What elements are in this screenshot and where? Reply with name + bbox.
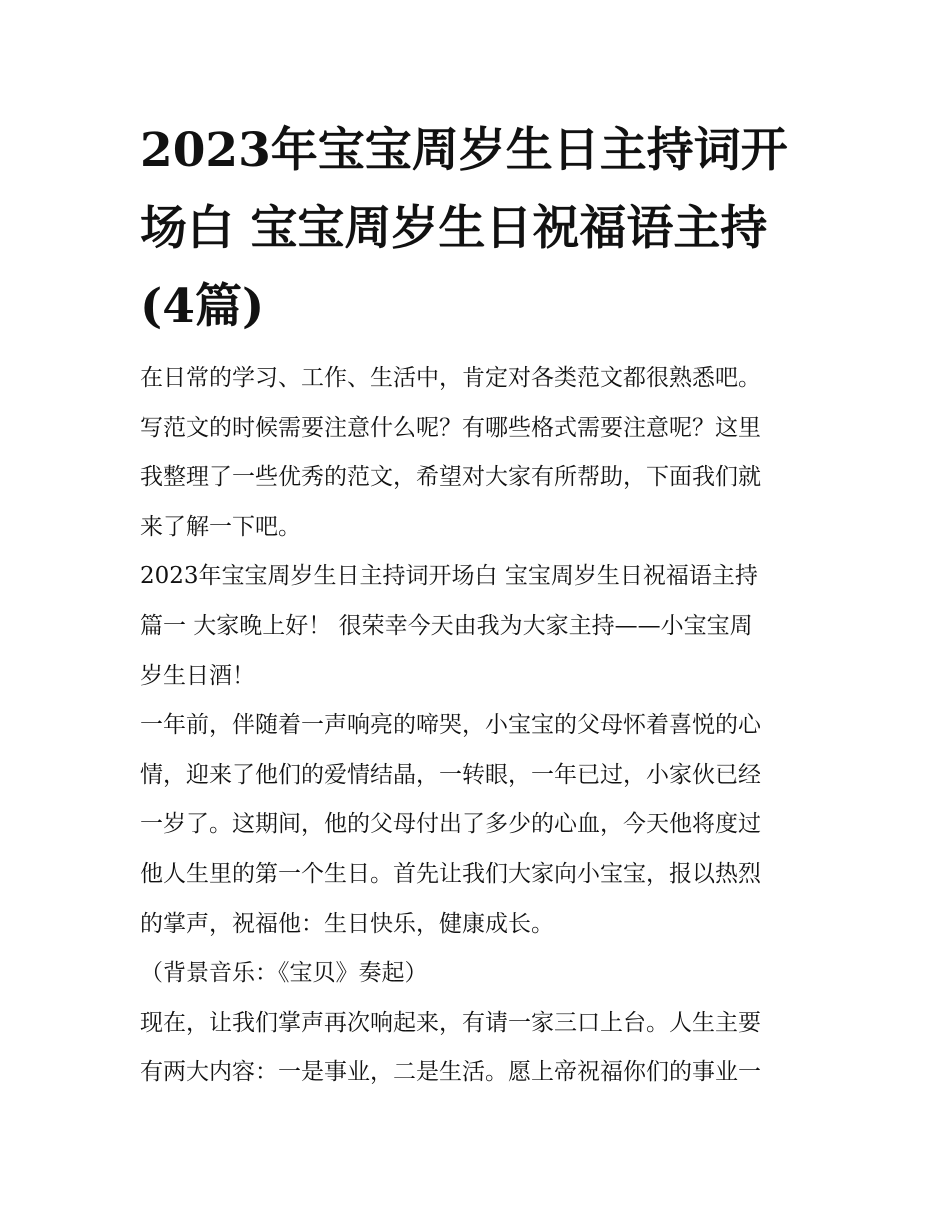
body-line: 2023年宝宝周岁生日主持词开场白 宝宝周岁生日祝福语主持 <box>140 563 758 590</box>
document-body <box>140 354 830 1098</box>
title-line: 场白 宝宝周岁生日祝福语主持 <box>140 201 768 256</box>
body-line: （背景音乐：《宝贝》奏起） <box>140 960 428 987</box>
body-line: 情，迎来了他们的爱情结晶，一转眼，一年已过，小家伙已经 <box>140 761 761 788</box>
document-title <box>140 112 820 346</box>
body-line: 岁生日酒！ <box>140 662 255 689</box>
body-line: 来了解一下吧。 <box>140 513 301 540</box>
body-line: 我整理了一些优秀的范文，希望对大家有所帮助，下面我们就 <box>140 464 761 491</box>
title-line: (4篇) <box>140 279 265 334</box>
body-line: 篇一 大家晚上好！ 很荣幸今天由我为大家主持——小宝宝周 <box>140 612 753 639</box>
body-line: 的掌声，祝福他：生日快乐，健康成长。 <box>140 910 554 937</box>
body-line: 一年前，伴随着一声响亮的啼哭，小宝宝的父母怀着喜悦的心 <box>140 712 761 739</box>
body-line: 他人生里的第一个生日。首先让我们大家向小宝宝，报以热烈 <box>140 860 761 887</box>
body-line: 一岁了。这期间，他的父母付出了多少的心血，今天他将度过 <box>140 811 761 838</box>
body-line: 有两大内容：一是事业，二是生活。愿上帝祝福你们的事业一 <box>140 1059 761 1086</box>
body-line: 现在，让我们掌声再次响起来，有请一家三口上台。人生主要 <box>140 1009 761 1036</box>
title-line: 2023年宝宝周岁生日主持词开 <box>140 123 788 178</box>
body-line: 写范文的时候需要注意什么呢？有哪些格式需要注意呢？这里 <box>140 414 761 441</box>
body-line: 在日常的学习、工作、生活中，肯定对各类范文都很熟悉吧。 <box>140 365 761 391</box>
